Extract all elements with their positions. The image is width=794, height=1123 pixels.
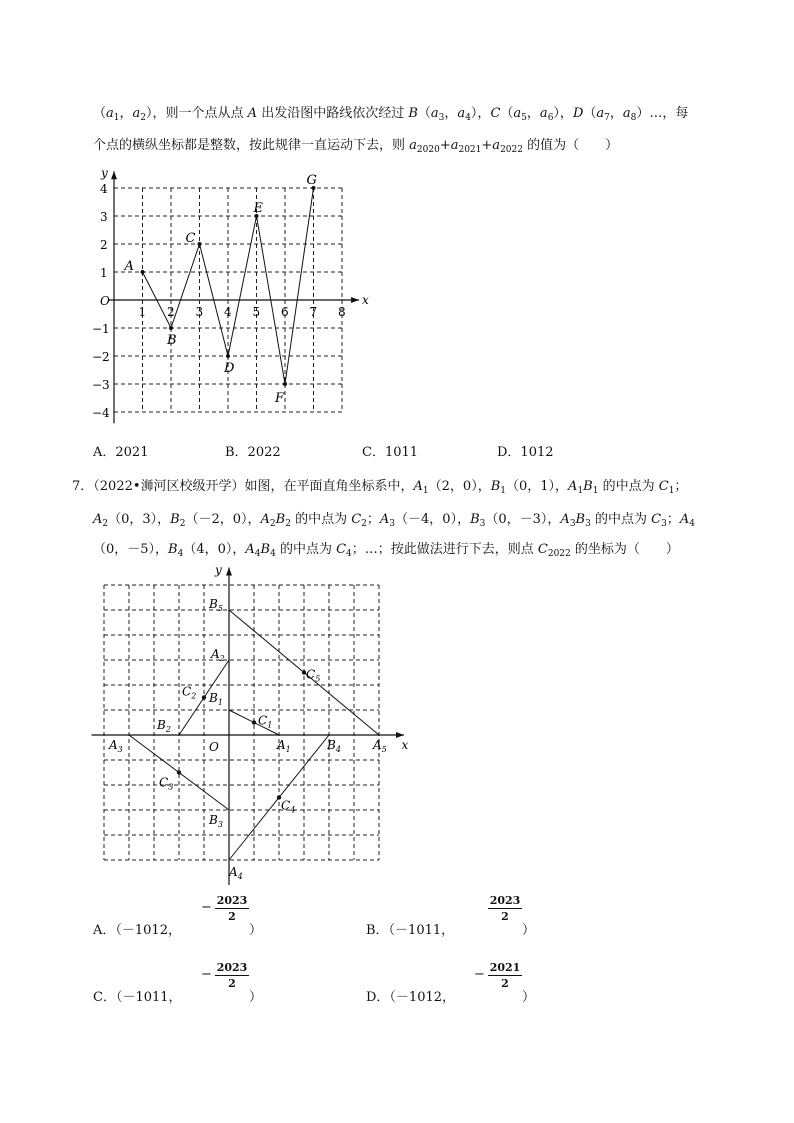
point-d bbox=[226, 354, 230, 358]
stem-text: B bbox=[408, 106, 418, 121]
stem-text: + bbox=[481, 138, 493, 153]
point-label-a1: $A_1$ bbox=[277, 738, 291, 754]
stem-text: （0，3）， bbox=[108, 512, 171, 527]
stem-text: ）…，每 bbox=[636, 106, 689, 121]
subscript: 3 bbox=[569, 519, 576, 529]
subscript: 2 bbox=[102, 519, 109, 529]
stem-text: ）， bbox=[470, 106, 491, 121]
stem-text: C bbox=[658, 479, 669, 494]
stem-text: （ bbox=[93, 106, 107, 121]
option-suffix: ） bbox=[522, 923, 536, 938]
fraction-numerator: 2023 bbox=[216, 894, 248, 907]
subscript: 3 bbox=[585, 519, 591, 529]
fraction-denominator: 2 bbox=[228, 977, 236, 990]
stem-text: C bbox=[490, 106, 501, 121]
subscript: 2020 bbox=[416, 145, 440, 155]
fraction bbox=[215, 893, 249, 924]
stem-text: （0，－3）， bbox=[485, 512, 561, 527]
stem-text: a bbox=[132, 106, 141, 121]
stem-text: ， bbox=[609, 106, 623, 121]
fraction-denominator: 2 bbox=[228, 910, 236, 923]
stem-text: （ bbox=[583, 106, 597, 121]
fraction-numerator: 2023 bbox=[489, 894, 521, 907]
point-label-c2: $C_2$ bbox=[182, 684, 197, 701]
option-suffix: ） bbox=[249, 990, 263, 1005]
stem-text: （－2，0）， bbox=[185, 512, 261, 527]
stem-text: a bbox=[430, 106, 439, 121]
stem-text: 的中点为 bbox=[290, 512, 352, 527]
option-suffix: ） bbox=[522, 990, 536, 1005]
option-prefix: A．（－1012， bbox=[93, 923, 181, 938]
stem-text: ， bbox=[526, 106, 540, 121]
subscript: 4 bbox=[270, 549, 276, 559]
point-label-a5: $A_5$ bbox=[373, 738, 387, 754]
point-label-a: A bbox=[124, 259, 134, 274]
stem-text: C bbox=[336, 542, 347, 557]
subscript: 3 bbox=[438, 113, 445, 123]
y-axis-label: y bbox=[101, 166, 108, 181]
stem-text: 的坐标为（ ） bbox=[570, 542, 679, 557]
fraction-denominator: 2 bbox=[501, 910, 509, 923]
subscript: 1 bbox=[500, 486, 506, 496]
stem-text: ）， bbox=[553, 106, 573, 121]
stem-text: A bbox=[245, 542, 255, 557]
q6-stem-line-1 bbox=[93, 102, 688, 121]
midpoint-c1 bbox=[252, 720, 256, 724]
x-axis-label: x bbox=[361, 293, 369, 307]
stem-text: D bbox=[572, 106, 584, 121]
fraction-minus: − bbox=[201, 900, 212, 915]
stem-text: A bbox=[247, 106, 258, 121]
subscript: 1 bbox=[592, 486, 599, 496]
x-tick-label: 8 bbox=[338, 305, 346, 319]
stem-text: 的值为（ ） bbox=[522, 138, 619, 153]
stem-text: ， bbox=[119, 106, 133, 121]
point-label-c5: $C_5$ bbox=[306, 667, 321, 684]
option-prefix: C．（－1011， bbox=[93, 990, 182, 1005]
fraction bbox=[488, 960, 522, 991]
y-tick-label: −4 bbox=[92, 406, 110, 420]
x-tick-label: 4 bbox=[224, 305, 232, 319]
point-label-c: C bbox=[185, 231, 196, 246]
midpoint-c2 bbox=[202, 695, 206, 699]
point-label-e: E bbox=[253, 201, 263, 216]
y-axis-arrow bbox=[226, 568, 232, 576]
stem-text: B bbox=[170, 512, 180, 527]
stem-text: A bbox=[568, 479, 578, 494]
origin-label: O bbox=[209, 740, 219, 754]
origin-label: O bbox=[100, 294, 110, 308]
stem-text: （－4，0）， bbox=[395, 512, 471, 527]
subscript: 1 bbox=[113, 113, 120, 123]
fraction-numerator: 2023 bbox=[216, 961, 248, 974]
stem-text: a bbox=[106, 106, 114, 121]
q6-stem-line-2 bbox=[93, 134, 618, 153]
option-suffix: ） bbox=[249, 923, 263, 938]
point-label-c1: $C_1$ bbox=[258, 713, 273, 730]
stem-text: + bbox=[439, 138, 451, 153]
point-label-b2: $B_2$ bbox=[157, 718, 171, 734]
q7-option-a[interactable] bbox=[93, 893, 353, 943]
subscript: 3 bbox=[479, 519, 486, 529]
x-tick-label: 3 bbox=[195, 305, 204, 319]
point-b bbox=[169, 326, 173, 330]
subscript: 1 bbox=[668, 486, 675, 496]
subscript: 4 bbox=[689, 519, 695, 529]
x-axis-arrow bbox=[351, 297, 359, 303]
subscript: 1 bbox=[577, 486, 584, 496]
y-tick-label: 1 bbox=[100, 266, 108, 280]
y-axis-arrow bbox=[111, 171, 117, 179]
fraction-numerator: 2021 bbox=[489, 961, 521, 974]
stem-text: （4，0）， bbox=[183, 542, 246, 557]
stem-text: 出发沿图中路线依次经过 bbox=[257, 106, 409, 121]
stem-text: ），则一个点从点 bbox=[146, 106, 248, 121]
fraction-minus: − bbox=[474, 967, 485, 982]
y-tick-label: −3 bbox=[92, 378, 110, 392]
fraction bbox=[488, 893, 522, 924]
midpoint-c3 bbox=[177, 770, 181, 774]
q6-zigzag-graph bbox=[0, 160, 794, 460]
x-tick-label: 1 bbox=[138, 305, 147, 319]
stem-text: a bbox=[539, 106, 548, 121]
stem-text: A bbox=[413, 479, 423, 494]
point-label-b5: $B_5$ bbox=[209, 597, 223, 613]
stem-text: （ bbox=[417, 106, 431, 121]
stem-text: B bbox=[583, 479, 593, 494]
subscript: 4 bbox=[346, 549, 352, 559]
stem-text: C bbox=[537, 542, 548, 557]
stem-text: ； bbox=[366, 512, 380, 527]
point-label-b4: $B_4$ bbox=[327, 738, 341, 754]
subscript: 3 bbox=[389, 519, 396, 529]
stem-text: C bbox=[651, 512, 662, 527]
q7-segments-graph bbox=[0, 558, 794, 888]
stem-text: B bbox=[490, 479, 501, 494]
y-tick-label: 4 bbox=[100, 182, 108, 196]
y-tick-label: −1 bbox=[92, 322, 110, 336]
stem-text: ；…；按此做法进行下去，则点 bbox=[351, 542, 538, 557]
fraction-denominator: 2 bbox=[501, 977, 509, 990]
point-label-a2: $A_2$ bbox=[211, 647, 225, 663]
x-axis-label: x bbox=[401, 738, 409, 752]
q7-stem-line-1 bbox=[72, 475, 687, 494]
subscript: 2022 bbox=[547, 549, 571, 559]
subscript: 4 bbox=[465, 113, 471, 123]
q7-option-b[interactable] bbox=[366, 893, 626, 943]
point-label-g: G bbox=[306, 173, 317, 188]
x-tick-label: 5 bbox=[252, 305, 261, 319]
q6-option-a[interactable]: A．2021 bbox=[93, 445, 149, 460]
stem-text: A bbox=[379, 512, 390, 527]
stem-text: （0，1）， bbox=[506, 479, 569, 494]
subscript: 5 bbox=[521, 113, 527, 123]
stem-text: 个点的横纵坐标都是整数，按此规律一直运动下去，则 bbox=[93, 138, 410, 153]
option-prefix: D．（－1012， bbox=[366, 990, 456, 1005]
x-tick-label: 6 bbox=[281, 305, 289, 319]
point-label-c3: $C_3$ bbox=[159, 775, 174, 792]
point-label-a3: $A_3$ bbox=[109, 738, 123, 754]
x-tick-label: 7 bbox=[309, 305, 318, 319]
point-c bbox=[198, 242, 202, 246]
point-label-c4: $C_4$ bbox=[281, 798, 296, 815]
stem-text: B bbox=[275, 512, 286, 527]
subscript: 3 bbox=[661, 519, 667, 529]
subscript: 2022 bbox=[500, 145, 523, 155]
stem-text: （ bbox=[500, 106, 514, 121]
stem-text: B bbox=[470, 512, 480, 527]
x-tick-label: 2 bbox=[167, 305, 175, 319]
y-tick-label: 3 bbox=[100, 210, 108, 224]
point-label-a4: $A_4$ bbox=[229, 865, 243, 881]
stem-text: 的中点为 bbox=[598, 479, 659, 494]
stem-text: B bbox=[168, 542, 178, 557]
subscript: 6 bbox=[547, 113, 554, 123]
stem-text: （0，－5）， bbox=[93, 542, 169, 557]
y-axis-label: y bbox=[215, 563, 222, 577]
point-f bbox=[283, 382, 287, 386]
point-label-b: B bbox=[167, 333, 177, 348]
q7-stem-line-2 bbox=[93, 508, 695, 527]
subscript: 1 bbox=[422, 486, 429, 496]
stem-text: A bbox=[260, 512, 270, 527]
subscript: 7 bbox=[604, 113, 610, 123]
q6-option-d[interactable]: D．1012 bbox=[497, 445, 554, 460]
subscript: 2 bbox=[285, 519, 291, 529]
stem-text: 的中点为 bbox=[590, 512, 652, 527]
stem-text: C bbox=[351, 512, 362, 527]
q7-option-c[interactable] bbox=[93, 960, 353, 1010]
stem-text: B bbox=[575, 512, 586, 527]
stem-text: a bbox=[596, 106, 605, 121]
stem-text: a bbox=[622, 106, 631, 121]
stem-text: a bbox=[450, 138, 459, 153]
point-a bbox=[141, 270, 145, 274]
q6-option-c[interactable]: C．1011 bbox=[362, 445, 419, 460]
stem-text: a bbox=[513, 106, 522, 121]
stem-text: a bbox=[492, 138, 501, 153]
q6-option-b[interactable]: B．2022 bbox=[225, 445, 281, 460]
subscript: 4 bbox=[177, 549, 184, 559]
q7-stem-line-3 bbox=[93, 538, 679, 557]
stem-text: ； bbox=[666, 512, 680, 527]
point-label-f: F bbox=[275, 391, 285, 406]
y-tick-label: −2 bbox=[92, 350, 110, 364]
stem-text: A bbox=[560, 512, 570, 527]
stem-text: a bbox=[409, 138, 417, 153]
stem-text: B bbox=[260, 542, 271, 557]
stem-text: a bbox=[457, 106, 466, 121]
subscript: 4 bbox=[254, 549, 261, 559]
option-prefix: B．（－1011， bbox=[366, 923, 455, 938]
y-tick-label: 2 bbox=[100, 238, 108, 252]
stem-text: 7．（2022•浉河区校级开学）如图，在平面直角坐标系中， bbox=[72, 479, 414, 494]
point-label-d: D bbox=[224, 361, 235, 376]
stem-text: 的中点为 bbox=[275, 542, 337, 557]
stem-text: （2，0）， bbox=[428, 479, 491, 494]
subscript: 2 bbox=[269, 519, 276, 529]
fraction-minus: − bbox=[201, 967, 212, 982]
subscript: 2 bbox=[361, 519, 367, 529]
stem-text: ， bbox=[444, 106, 458, 121]
fraction bbox=[215, 960, 249, 991]
point-label-b1: $B_1$ bbox=[209, 691, 223, 707]
subscript: 2 bbox=[140, 113, 147, 123]
q7-option-d[interactable] bbox=[366, 960, 626, 1010]
stem-text: A bbox=[93, 512, 103, 527]
subscript: 8 bbox=[630, 113, 637, 123]
stem-text: A bbox=[679, 512, 690, 527]
stem-text: ； bbox=[674, 479, 688, 494]
subscript: 2 bbox=[179, 519, 186, 529]
subscript: 2021 bbox=[458, 145, 482, 155]
point-label-b3: $B_3$ bbox=[209, 813, 223, 829]
